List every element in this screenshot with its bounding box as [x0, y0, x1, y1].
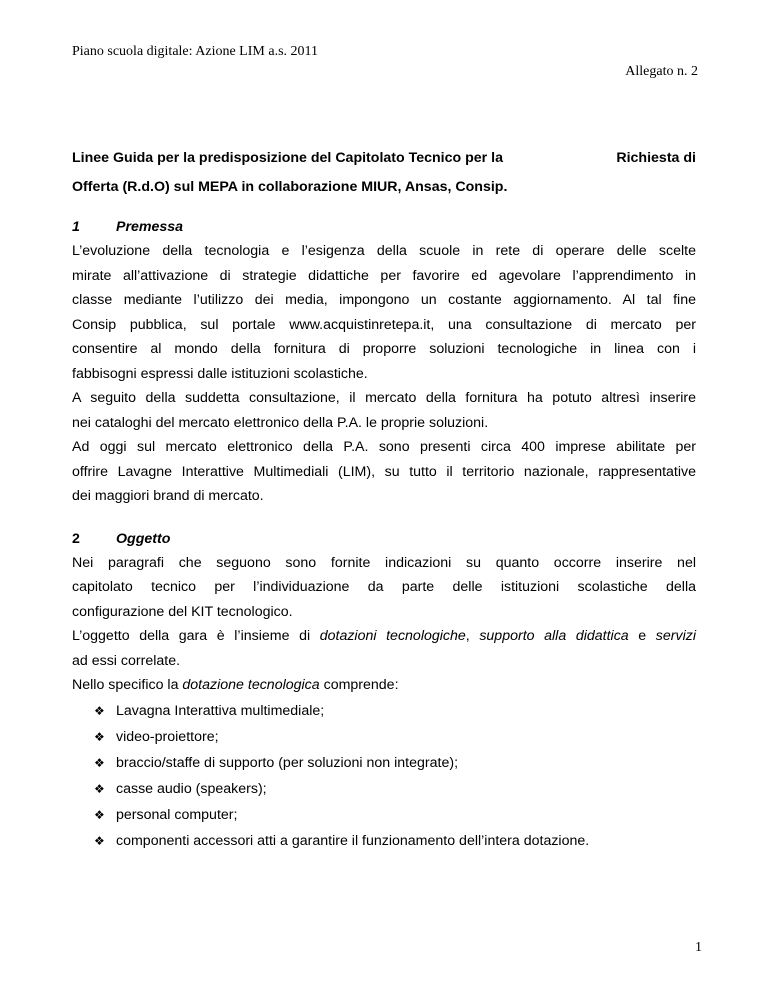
paragraph-line: dei maggiori brand di mercato. [72, 488, 264, 504]
title-line-1-end: Richiesta di [616, 150, 696, 166]
paragraph-line: Ad oggi sul mercato elettronico della P.A. sono presenti circa 400 imprese abilitate per [72, 439, 696, 455]
diamond-bullet-icon: ❖ [94, 703, 105, 718]
list-item: ❖ componenti accessori atti a garantire il funzionamento dell’intera dotazione. [94, 828, 696, 854]
section-number: 1 [72, 219, 80, 235]
section-number: 2 [72, 530, 80, 547]
paragraph-line: A seguito della suddetta consultazione, il mercato della fornitura ha potuto altresì inserire [72, 390, 696, 406]
document-title [72, 146, 696, 199]
section-1-body [72, 239, 696, 509]
paragraph-line: configurazione del KIT tecnologico. [72, 603, 293, 620]
section-title: Premessa [116, 219, 184, 235]
running-header: Piano scuola digitale: Azione LIM a.s. 2011 [72, 44, 318, 59]
list-item: ❖ Lavagna Interattiva multimediale; [94, 698, 696, 724]
paragraph-line: ad essi correlate. [72, 652, 181, 669]
page-number: 1 [695, 940, 702, 955]
title-line-2: Offerta (R.d.O) sul MEPA in collaborazione MIUR, Ansas, Consip. [72, 178, 508, 195]
paragraph-line: Nei paragrafi che seguono sono fornite indicazioni su quanto occorre inserire nel [72, 554, 696, 571]
diamond-bullet-icon: ❖ [94, 729, 105, 744]
section-2-heading [72, 527, 696, 551]
diamond-bullet-icon: ❖ [94, 833, 105, 848]
section-title: Oggetto [116, 530, 171, 547]
paragraph-line: fabbisogni espressi dalle istituzioni scolastiche. [72, 365, 368, 382]
paragraph-line: classe mediante l’utilizzo dei media, impongono un costante aggiornamento. Al tal fine [72, 292, 696, 308]
specific-line: Nello specifico la dotazione tecnologica comprende: [72, 677, 399, 693]
paragraph-line: mirate all’attivazione di strategie didattiche per favorire ed agevolare l’apprendimento in [72, 267, 696, 284]
paragraph-line: consentire al mondo della fornitura di proporre soluzioni tecnologiche in linea con i [72, 341, 696, 357]
paragraph-line: offrire Lavagne Interattive Multimediali (LIM), su tutto il territorio nazionale, rappresentative [72, 463, 696, 480]
diamond-bullet-icon: ❖ [94, 755, 105, 770]
list-item: ❖ video-proiettore; [94, 724, 696, 750]
section-2-body [72, 551, 696, 854]
document-body [72, 146, 696, 854]
attachment-label: Allegato n. 2 [625, 64, 698, 79]
list-item: ❖ personal computer; [94, 802, 696, 828]
list-item: ❖ braccio/staffe di supporto (per soluzioni non integrate); [94, 750, 696, 776]
paragraph-line: Consip pubblica, sul portale www.acquistinretepa.it, una consultazione di mercato per [72, 316, 696, 333]
diamond-bullet-icon: ❖ [94, 807, 105, 822]
equipment-list [72, 698, 696, 854]
paragraph-line: L’evoluzione della tecnologia e l’esigenza della scuole in rete di operare delle scelte [72, 243, 696, 259]
object-line: L’oggetto della gara è l’insieme di dotazioni tecnologiche, supporto alla didattica e servizi [72, 628, 696, 644]
paragraph-line: capitolato tecnico per l’individuazione da parte delle istituzioni scolastiche della [72, 579, 696, 595]
diamond-bullet-icon: ❖ [94, 781, 105, 796]
title-line-1: Linee Guida per la predisposizione del Capitolato Tecnico per la [72, 150, 503, 166]
list-item: ❖ casse audio (speakers); [94, 776, 696, 802]
paragraph-line: nei cataloghi del mercato elettronico della P.A. le proprie soluzioni. [72, 414, 489, 431]
section-1-heading [72, 215, 696, 239]
